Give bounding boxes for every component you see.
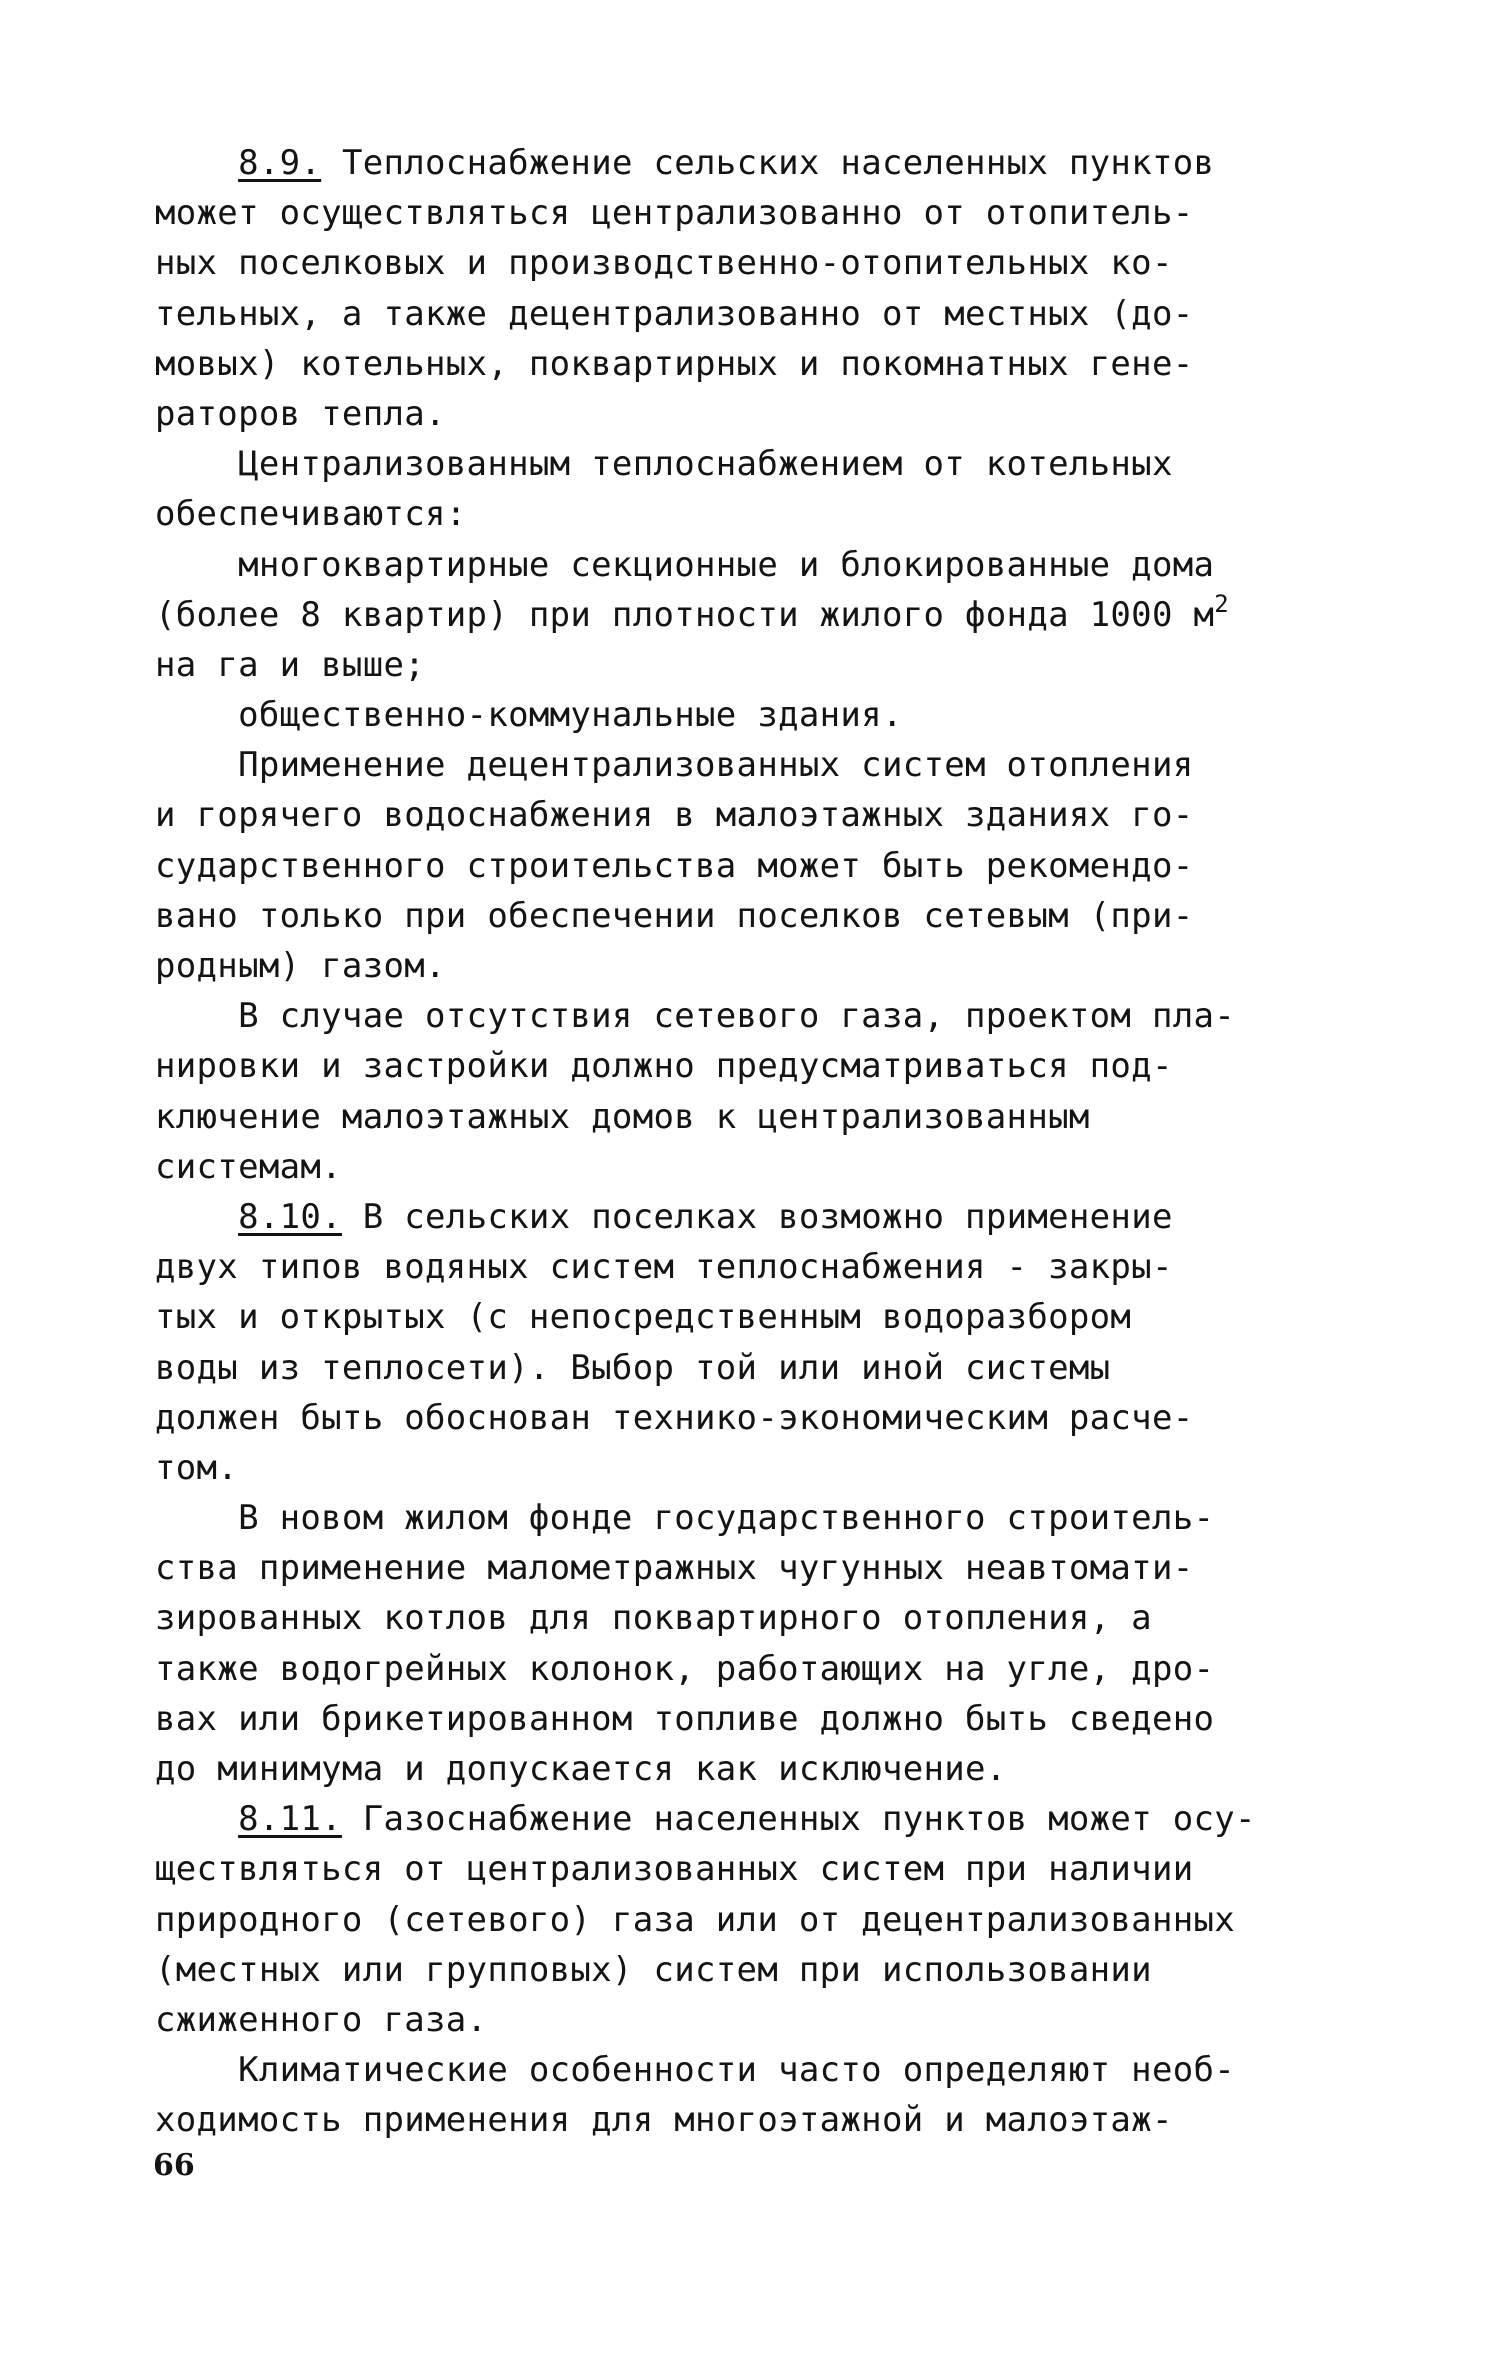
text-line: многоквартирные секционные и блокированные дома: [155, 544, 1215, 585]
text-line: 8.11. Газоснабжение населенных пунктов может осу-: [238, 1799, 1256, 1840]
paragraph-multi-apartment: [155, 540, 1355, 691]
text-line: 8.10. В сельских поселках возможно применение: [238, 1196, 1173, 1237]
body-text: [155, 138, 1355, 2146]
text-line: родным) газом.: [155, 946, 446, 986]
section-8-9: [155, 138, 1355, 439]
text-line: раторов тепла.: [155, 393, 446, 434]
paragraph-climate: [155, 2045, 1355, 2145]
text-line: том.: [155, 1447, 239, 1488]
text-line: также водогрейных колонок, работающих на угле, дро-: [155, 1648, 1215, 1689]
text-line: до минимума и допускается как исключение.: [155, 1749, 1007, 1789]
text-line: системам.: [155, 1146, 342, 1187]
text-line: сударственного строительства может быть рекомендо-: [155, 845, 1194, 886]
text-line: вано только при обеспечении поселков сетевым (при-: [155, 895, 1194, 936]
text-line: Централизованным теплоснабжением от котельных: [155, 444, 1173, 485]
text-line: нировки и застройки должно предусматриваться под-: [155, 1046, 1173, 1087]
section-number: 8.10.: [238, 1196, 342, 1237]
text-line: (более 8 квартир) при плотности жилого фонда 1000 $м^2$: [155, 589, 1230, 635]
text-line: 8.9. Теплоснабжение сельских населенных пунктов: [238, 143, 1215, 183]
text-line: (местных или групповых) систем при использовании: [155, 1949, 1152, 1990]
paragraph-absence-of-gas: [155, 991, 1355, 1192]
text-line: ства применение малометражных чугунных неавтомати-: [155, 1548, 1194, 1589]
paragraph-public-buildings: [155, 690, 1355, 740]
text-line: и горячего водоснабжения в малоэтажных зданиях го-: [155, 795, 1194, 836]
section-number: 8.11.: [238, 1799, 342, 1840]
text-line: сжиженного газа.: [155, 1999, 488, 2040]
text-line: обеспечиваются:: [155, 494, 467, 535]
section-number: 8.9.: [238, 143, 322, 183]
text-line: двух типов водяных систем теплоснабжения - закры-: [155, 1247, 1173, 1288]
text-line: тых и открытых (с непосредственным водоразбором: [155, 1297, 1132, 1338]
text-line: природного (сетевого) газа или от децентрализованных: [155, 1899, 1236, 1940]
text-line: зированных котлов для поквартирного отопления, а: [155, 1598, 1152, 1639]
text-line: В новом жилом фонде государственного строитель-: [155, 1498, 1215, 1539]
text-line: вах или брикетированном топливе должно быть сведено: [155, 1698, 1215, 1739]
paragraph-centralized: [155, 439, 1355, 539]
text-line: тельных, а также децентрализованно от местных (до-: [155, 293, 1194, 334]
text-line: должен быть обоснован технико-экономическим расче-: [155, 1397, 1194, 1438]
superscript: 2: [1214, 589, 1230, 618]
text-line: мовых) котельных, поквартирных и покомнатных гене-: [155, 343, 1194, 384]
text-line: ществляться от централизованных систем при наличии: [155, 1849, 1194, 1890]
section-8-10: [155, 1192, 1355, 1493]
text-line: Климатические особенности часто определяют необ-: [155, 2050, 1236, 2091]
text-line: ключение малоэтажных домов к централизованным: [155, 1096, 1090, 1137]
text-line: воды из теплосети). Выбор той или иной системы: [155, 1347, 1111, 1388]
text-line: ных поселковых и производственно-отопительных ко-: [155, 243, 1173, 284]
text-line: может осуществляться централизованно от отопитель-: [155, 193, 1194, 234]
section-8-11: [155, 1794, 1355, 2045]
text-line: общественно-коммунальные здания.: [155, 695, 903, 736]
page-number: 66: [153, 2148, 195, 2183]
paragraph-decentralized: [155, 740, 1355, 991]
text-line: ходимость применения для многоэтажной и малоэтаж-: [155, 2100, 1173, 2141]
text-line: на га и выше;: [155, 644, 426, 685]
paragraph-new-housing: [155, 1493, 1355, 1794]
text-line: В случае отсутствия сетевого газа, проектом пла-: [155, 996, 1236, 1037]
text-line: Применение децентрализованных систем отопления: [155, 745, 1194, 786]
